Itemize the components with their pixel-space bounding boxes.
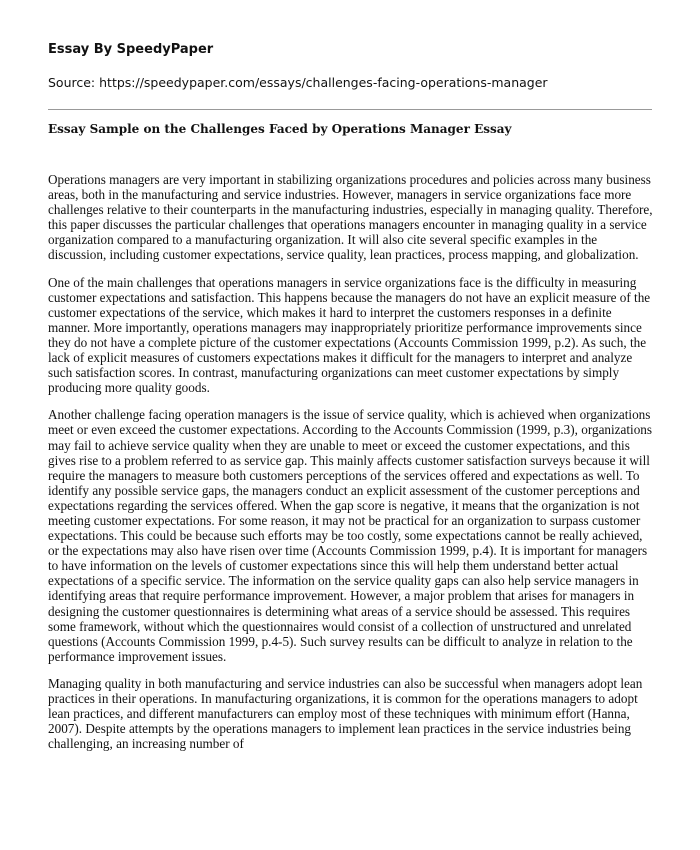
- paragraph-intro: Operations managers are very important in stabilizing organizations procedures and policies across many business areas, both in the manufacturing and service industries. However, managers in service organizations face more challenges relative to their counterparts in the manufacturing industries, especially in managing quality. Therefore, this paper discusses the particular challenges that operations managers encounter in managing quality in a service organization compared to a manufacturing organization. It will also cite several specific examples in the discussion, including customer expectations, service quality, lean practices, process mapping, and globalization.: [48, 172, 653, 263]
- brand-line: Essay By SpeedyPaper: [48, 42, 214, 57]
- document-header: [48, 42, 654, 91]
- essay-title: Essay Sample on the Challenges Faced by Operations Manager Essay: [48, 122, 512, 136]
- paragraph-customer-expectations: One of the main challenges that operations managers in service organizations face is the difficulty in measuring customer expectations and satisfaction. This happens because the managers do not have an explicit measure of the customer expectations of the service, which makes it hard to interpret the customers responses in a definite manner. More importantly, operations managers may inappropriately prioritize performance improvements since they do not have a complete picture of the customer expectations (Accounts Commission 1999, p.2). As such, the lack of explicit measures of customers expectations makes it difficult for the managers to interpret and analyze such satisfaction scores. In contrast, manufacturing organizations can meet customer expectations by simply producing more quality goods.: [48, 274, 651, 396]
- header-divider: [48, 109, 652, 110]
- essay-body: [48, 172, 654, 763]
- paragraph-lean-practices: Managing quality in both manufacturing and service industries can also be successful when managers adopt lean practices in their operations. In manufacturing organizations, it is common for the operations managers to adopt lean practices, and different manufacturers can employ most of these techniques with minimum effort (Hanna, 2007). Despite attempts by the operations managers to implement lean practices in the service industries being challenging, an increasing number of: [48, 675, 643, 752]
- source-line: Source: https://speedypaper.com/essays/challenges-facing-operations-manager: [48, 75, 548, 90]
- paragraph-service-quality: Another challenge facing operation managers is the issue of service quality, which is achieved when organizations meet or even exceed the customer expectations. According to the Accounts Commission (1999, p.3), organizations may fail to achieve service quality when they are unable to meet or exceed the customer expectations, and this gives rise to a problem referred to as service gap. This mainly affects customer satisfaction surveys because it will require the managers to measure both customers perceptions of the services offered and expectations as well. To identify any possible service gaps, the managers conduct an explicit assessment of the customer perceptions and expectations regarding the services offered. When the gap score is negative, it means that the organization is not meeting customer expectations. For some reason, it may not be practical for an organization to surpass customer expectations. This could be because such efforts may be too costly, some expectations cannot be really achieved, or the expectations may also have risen over time (Accounts Commission 1999, p.4). It is important for managers to have information on the levels of customer expectations since this will help them understand better actual expectations of a specific service. The information on the service quality gaps can also help service managers in identifying areas that require performance improvement. However, a major problem that arises for managers in designing the customer questionnaires is determining what areas of a service should be assessed. This requires some framework, without which the questionnaires would consist of a collection of unstructured and unrelated questions (Accounts Commission 1999, p.4-5). Such survey results can be difficult to analyze in relation to the performance improvement issues.: [48, 407, 653, 664]
